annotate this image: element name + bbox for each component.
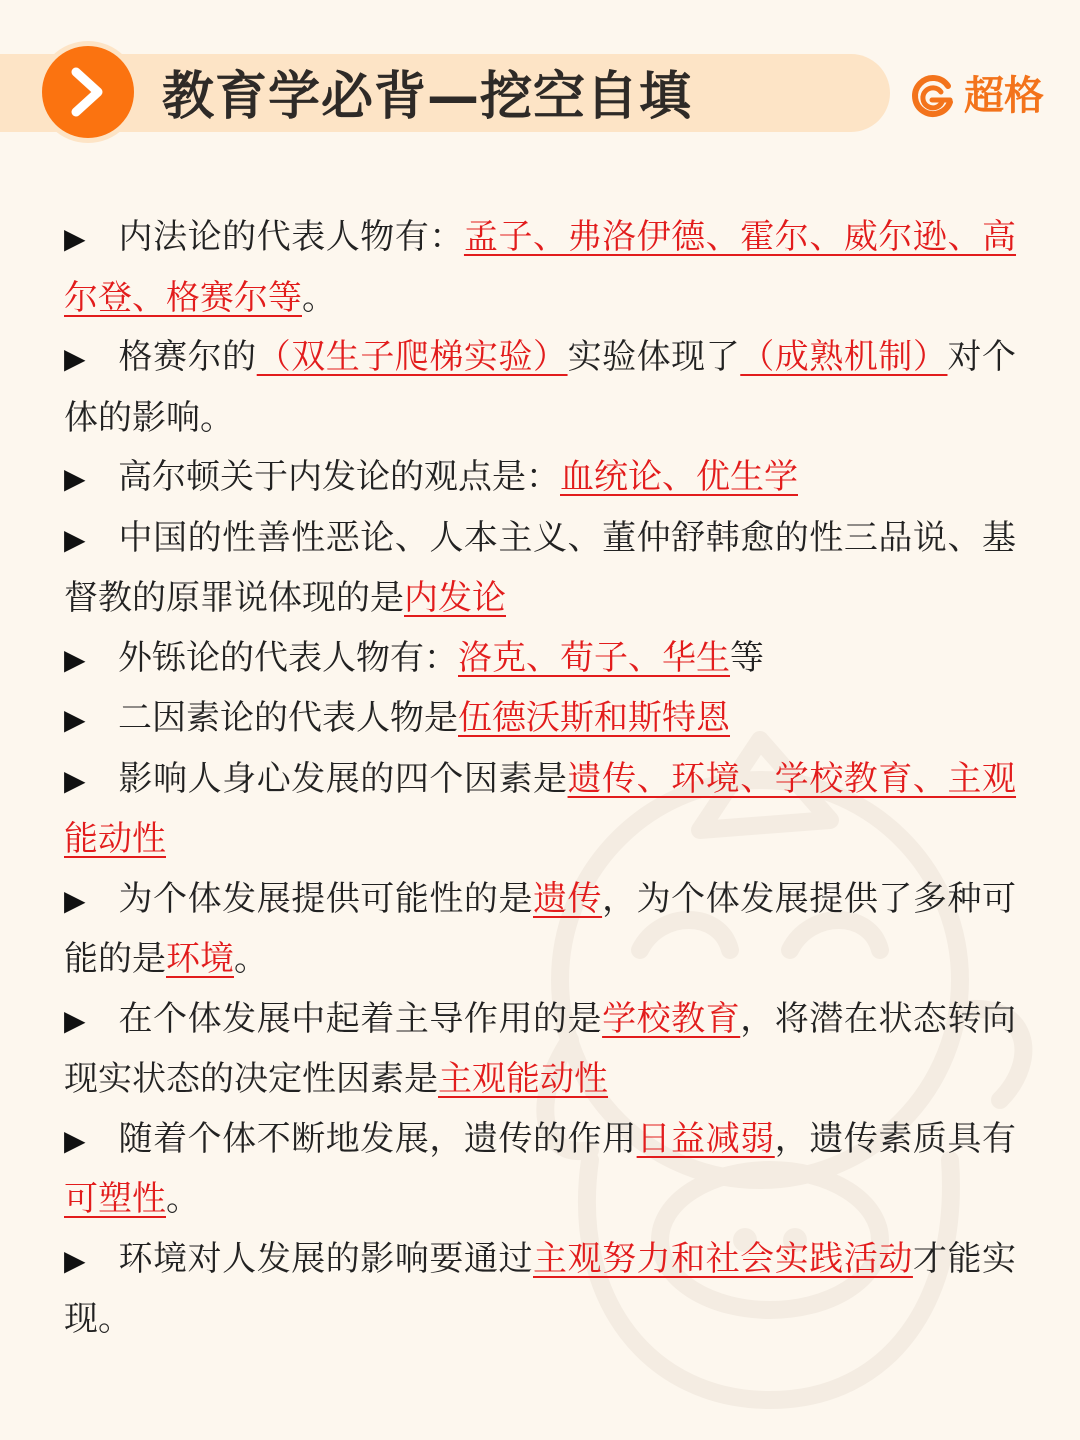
answer-blank: 学校教育 bbox=[602, 998, 741, 1039]
chevron-right-icon bbox=[42, 46, 134, 138]
bullet-icon: ▶ bbox=[64, 222, 86, 255]
list-item: ▶ 外铄论的代表人物有：洛克、荀子、华生等 bbox=[64, 629, 1016, 690]
answer-blank: 主观努力和社会实践活动 bbox=[533, 1238, 913, 1279]
answer-blank: 主观能动性 bbox=[438, 1059, 608, 1099]
bullet-icon: ▶ bbox=[64, 763, 86, 797]
bullet-icon: ▶ bbox=[64, 703, 86, 736]
list-item: ▶ 格赛尔的（双生子爬梯实验）实验体现了（成熟机制）对个体的影响。 bbox=[64, 328, 1016, 448]
bullet-icon: ▶ bbox=[64, 342, 86, 375]
bullet-icon: ▶ bbox=[64, 1003, 86, 1037]
list-item: ▶ 高尔顿关于内发论的观点是：血统论、优生学 bbox=[64, 448, 1016, 509]
brand-logo bbox=[908, 62, 1044, 130]
page-title: 教育学必背—挖空自填 bbox=[162, 67, 693, 127]
answer-blank: 遗传、环境、学校教育、主观能动性 bbox=[64, 758, 1017, 859]
list-item: ▶ 为个体发展提供可能性的是遗传，为个体发展提供了多种可能的是环境。 bbox=[64, 870, 1016, 990]
answer-blank: （双生子爬梯实验） bbox=[256, 337, 568, 377]
list-item: ▶ 环境对人发展的影响要通过主观努力和社会实践活动才能实现。 bbox=[64, 1230, 1016, 1350]
list-item: ▶ 中国的性善性恶论、人本主义、董仲舒韩愈的性三品说、基督教的原罪说体现的是内发论 bbox=[64, 509, 1016, 629]
bullet-icon: ▶ bbox=[64, 642, 86, 676]
brand-g-icon bbox=[908, 72, 956, 120]
bullet-icon: ▶ bbox=[64, 462, 86, 495]
list-item: ▶ 随着个体不断地发展，遗传的作用日益减弱，遗传素质具有可塑性。 bbox=[64, 1110, 1016, 1230]
fill-in-list bbox=[64, 208, 1016, 1350]
list-item: ▶ 内法论的代表人物有：孟子、弗洛伊德、霍尔、威尔逊、高尔登、格赛尔等。 bbox=[64, 208, 1016, 328]
answer-blank: 可塑性 bbox=[64, 1179, 166, 1219]
answer-blank: 遗传 bbox=[533, 878, 603, 919]
bullet-icon: ▶ bbox=[64, 883, 86, 917]
bullet-icon: ▶ bbox=[64, 1123, 86, 1157]
answer-blank: 血统论、优生学 bbox=[560, 457, 798, 497]
answer-blank: 日益减弱 bbox=[636, 1118, 775, 1159]
answer-blank: （成熟机制） bbox=[740, 337, 948, 377]
list-item: ▶ 在个体发展中起着主导作用的是学校教育，将潜在状态转向现实状态的决定性因素是主观能动性 bbox=[64, 990, 1016, 1110]
answer-blank: 伍德沃斯和斯特恩 bbox=[458, 698, 730, 738]
answer-blank: 内发论 bbox=[404, 578, 506, 618]
answer-blank: 孟子、弗洛伊德、霍尔、威尔逊、高尔登、格赛尔等 bbox=[64, 217, 1017, 318]
answer-blank: 洛克、荀子、华生 bbox=[458, 637, 730, 678]
brand-name: 超格 bbox=[964, 73, 1044, 119]
list-item: ▶ 影响人身心发展的四个因素是遗传、环境、学校教育、主观能动性 bbox=[64, 750, 1016, 870]
bullet-icon: ▶ bbox=[64, 1243, 86, 1277]
answer-blank: 环境 bbox=[166, 939, 234, 979]
list-item: ▶ 二因素论的代表人物是伍德沃斯和斯特恩 bbox=[64, 689, 1016, 750]
bullet-icon: ▶ bbox=[64, 522, 86, 556]
